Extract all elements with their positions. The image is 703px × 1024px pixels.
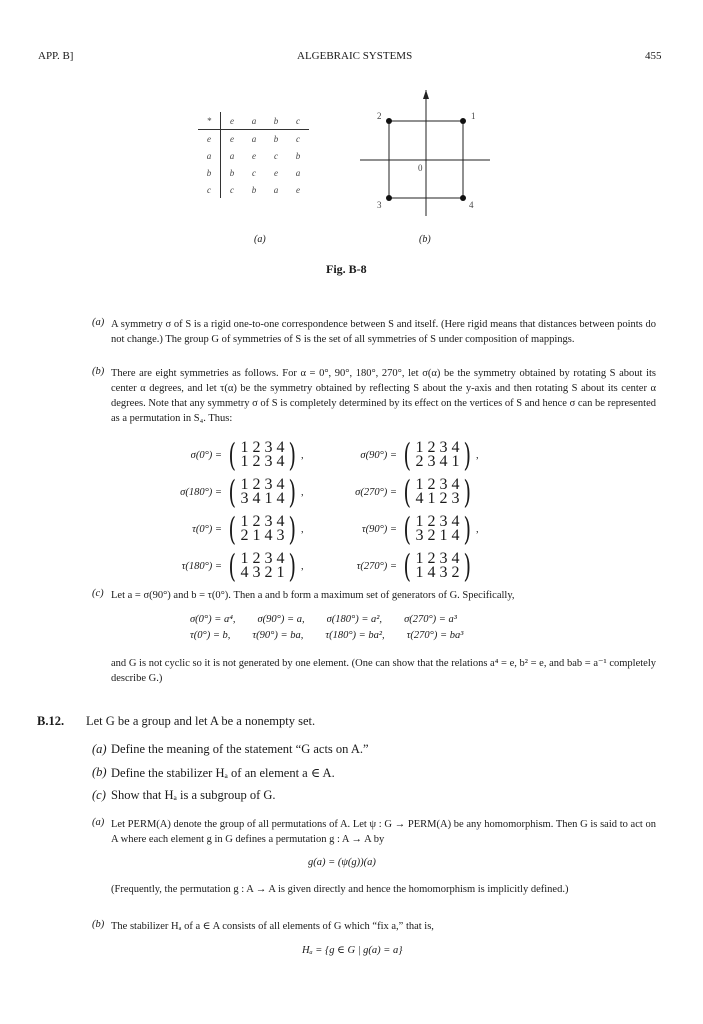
problem-item-text: Show that Hₐ is a subgroup of G. [111,788,276,802]
table-row-head: b [206,167,212,178]
matrix-entry: 4 [276,453,285,470]
generator-eq: σ(180°) = a², [326,614,383,625]
generator-row-2 [190,630,463,641]
matrix-entry: 2 [252,476,261,493]
table-cell: a [273,184,279,195]
part-c-text: Let a = σ(90°) and b = τ(0°). Then a and b form a maximum set of generators of G. Specifically, [111,590,515,601]
generator-eq: τ(90°) = ba, [252,630,304,641]
permutation [160,475,304,509]
permutation-row [160,438,560,472]
table-cell: b [295,150,301,161]
matrix-entry: 4 [276,476,285,493]
problem-item-label: (c) [92,788,106,802]
matrix-entry: 2 [427,439,436,456]
table-cell: b [265,130,287,148]
matrix-entry: 2 [439,490,448,507]
matrix-entry: 2 [252,550,261,567]
left-paren: ( [403,547,411,585]
permutation [335,549,476,583]
left-paren: ( [403,510,411,548]
right-paren: ) [288,547,297,585]
matrix-entry: 4 [276,513,285,530]
matrix-entry: 4 [276,550,285,567]
permutation-matrix [238,515,286,543]
generator-eq: σ(0°) = a⁴, [190,614,236,625]
matrix-entry: 3 [439,513,448,530]
matrix-entry: 3 [264,513,273,530]
table-row-head: c [207,184,211,195]
solution-b-label: (b) [92,919,105,930]
table-col-head: a [251,115,257,126]
permutation-matrix [413,552,461,580]
matrix-entry: 1 [451,453,460,470]
label-center: 0 [418,163,423,173]
matrix-entry: 1 [240,513,249,530]
right-paren: ) [288,436,297,474]
matrix-entry: 3 [415,527,424,544]
matrix-entry: 3 [252,564,261,581]
matrix-entry: 4 [264,527,273,544]
matrix-entry: 1 [264,490,273,507]
matrix-entry: 4 [240,564,249,581]
vertex-2 [386,118,392,124]
permutation [160,512,304,546]
separator: , [300,449,304,461]
permutation [160,549,304,583]
problem-item-label: (b) [92,765,107,779]
table-cell: a [243,130,265,148]
table-cell: a [295,167,301,178]
separator: , [475,523,479,535]
matrix-entry: 2 [427,550,436,567]
figure-sublabel-b: (b) [419,234,431,245]
matrix-entry: 1 [427,490,436,507]
running-header-left: APP. B] [38,50,74,62]
solution-b-text: The stabilizer Hₐ of a ∈ A consists of all elements of G which “fix a,” that is, [111,921,434,932]
matrix-entry: 3 [240,490,249,507]
cayley-table [198,112,309,198]
table-cell: c [274,150,278,161]
matrix-entry: 3 [451,490,460,507]
table-row-head: a [206,150,212,161]
matrix-entry: 4 [451,476,460,493]
left-paren: ( [228,473,236,511]
generator-eq: σ(90°) = a, [257,614,305,625]
table-cell: a [221,147,244,164]
matrix-entry: 1 [415,476,424,493]
figure-sublabel-a: (a) [254,234,266,245]
problem-item-text: Define the stabilizer Hₐ of an element a ∈ A. [111,766,335,780]
part-a-text: A symmetry σ of S is a rigid one-to-one correspondence between S and itself. (Here rigid means that distances between points do not change.) The group G of symmetries of S is the set of all symmetries of S under composition of mappings. [111,319,656,345]
matrix-entry: 1 [439,527,448,544]
part-b-text: There are eight symmetries as follows. For α = 0°, 90°, 180°, 270°, let σ(α) be the symmetry obtained by rotating S about its center α degrees, and let τ(α) be the symmetry obtained by reflecting S about the y-axis and then rotating S about its center α degrees. Note that any symmetry σ of S is completely determined by its effect on the vertices of S and hence σ can be represented as a permutation in S₄. Thus: [111,368,656,424]
permutation [335,438,479,472]
part-a-label: (a) [92,317,105,328]
matrix-entry: 2 [252,513,261,530]
right-paren: ) [288,473,297,511]
generator-eq: τ(180°) = ba², [325,630,385,641]
problem-number: B.12. [37,714,65,728]
matrix-entry: 4 [276,439,285,456]
matrix-entry: 1 [240,550,249,567]
separator: , [300,486,304,498]
table-corner: * [206,115,212,126]
solution-a-note: (Frequently, the permutation g : A → A is given directly and hence the homomorphism is implicitly defined.) [111,884,569,895]
matrix-entry: 4 [252,490,261,507]
matrix-entry: 3 [264,550,273,567]
permutation-name: σ(0°) = [190,449,222,461]
generator-eq: τ(0°) = b, [190,630,231,641]
separator: , [475,449,479,461]
matrix-entry: 1 [240,476,249,493]
matrix-entry: 3 [264,439,273,456]
matrix-entry: 1 [240,439,249,456]
permutation-name: τ(90°) = [361,523,397,535]
table-col-head: e [221,112,244,130]
matrix-entry: 2 [427,527,436,544]
permutation-name: τ(0°) = [192,523,222,535]
right-paren: ) [288,510,297,548]
matrix-entry: 4 [451,439,460,456]
part-b-label: (b) [92,366,105,377]
table-cell: b [251,184,257,195]
matrix-entry: 2 [240,527,249,544]
solution-b-equation: Hₐ = {g ∈ G | g(a) = a} [302,945,403,956]
problem-item-text: Define the meaning of the statement “G acts on A.” [111,742,369,756]
matrix-entry: 2 [451,564,460,581]
permutation-name: σ(180°) = [180,486,222,498]
page-number: 455 [645,50,662,62]
left-paren: ( [228,436,236,474]
label-vertex-4: 4 [469,200,474,210]
generator-eq: τ(270°) = ba³ [406,630,464,641]
left-paren: ( [403,473,411,511]
solution-a-equation: g(a) = (ψ(g))(a) [308,857,376,868]
label-vertex-1: 1 [471,111,476,121]
right-paren: ) [463,473,472,511]
square-diagram [355,88,495,218]
separator: , [300,560,304,572]
matrix-entry: 4 [415,490,424,507]
table-cell: e [296,184,300,195]
table-col-head: b [273,115,279,126]
matrix-entry: 3 [439,476,448,493]
permutation-row [160,475,560,509]
matrix-entry: 2 [427,513,436,530]
table-col-head: c [296,115,300,126]
label-vertex-2: 2 [377,111,382,121]
permutation-matrix [238,552,286,580]
matrix-entry: 4 [276,490,285,507]
matrix-entry: 1 [276,564,285,581]
matrix-entry: 3 [439,550,448,567]
table-cell: c [221,181,244,198]
matrix-entry: 3 [276,527,285,544]
matrix-entry: 4 [427,564,436,581]
matrix-entry: 4 [451,513,460,530]
matrix-entry: 1 [415,439,424,456]
matrix-entry: 1 [415,550,424,567]
label-vertex-3: 3 [377,200,382,210]
permutation [335,512,479,546]
vertex-3 [386,195,392,201]
permutation-name: τ(270°) = [356,560,397,572]
vertex-1 [460,118,466,124]
permutation-matrix [238,441,286,469]
matrix-entry: 1 [415,513,424,530]
table-cell: b [221,164,244,181]
matrix-entry: 4 [451,527,460,544]
permutation-matrix [413,478,461,506]
generator-row-1 [190,614,457,625]
table-row-head: e [198,130,221,148]
permutation-row [160,512,560,546]
matrix-entry: 1 [240,453,249,470]
right-paren: ) [463,436,472,474]
part-c-conclusion: and G is not cyclic so it is not generated by one element. (One can show that the relations a⁴ = e, b² = e, and bab = a⁻¹ completely describe G.) [111,658,656,684]
matrix-entry: 3 [264,476,273,493]
matrix-entry: 3 [264,453,273,470]
permutation-matrix [413,441,461,469]
problem-item-label: (a) [92,742,107,756]
table-cell: c [287,130,309,148]
left-paren: ( [228,510,236,548]
solution-a-label: (a) [92,817,105,828]
table-cell: e [221,130,244,148]
permutation-row [160,549,560,583]
matrix-entry: 2 [427,476,436,493]
table-cell: e [274,167,278,178]
left-paren: ( [403,436,411,474]
matrix-entry: 2 [264,564,273,581]
matrix-entry: 3 [439,439,448,456]
figure-caption: Fig. B-8 [326,262,367,276]
separator: , [300,523,304,535]
permutation-matrix [413,515,461,543]
matrix-entry: 1 [415,564,424,581]
permutation-name: τ(180°) = [181,560,222,572]
generator-eq: σ(270°) = a³ [404,614,457,625]
right-paren: ) [463,547,472,585]
matrix-entry: 2 [252,453,261,470]
matrix-entry: 4 [439,453,448,470]
table-cell: e [252,150,256,161]
running-header-title: ALGEBRAIC SYSTEMS [297,50,413,62]
matrix-entry: 2 [252,439,261,456]
permutation [160,438,304,472]
table-cell: c [252,167,256,178]
right-paren: ) [463,510,472,548]
part-c-label: (c) [92,588,104,599]
permutation-matrix [238,478,286,506]
matrix-entry: 3 [427,453,436,470]
permutation-name: σ(270°) = [355,486,397,498]
left-paren: ( [228,547,236,585]
matrix-entry: 2 [415,453,424,470]
permutation [335,475,476,509]
matrix-entry: 1 [252,527,261,544]
matrix-entry: 3 [439,564,448,581]
solution-a-text: Let PERM(A) denote the group of all permutations of A. Let ψ : G → PERM(A) be any homomorphism. Then G is said to act on A where each element g in G defines a permutation g : A → A by [111,819,656,845]
matrix-entry: 4 [451,550,460,567]
permutation-name: σ(90°) = [360,449,397,461]
vertex-4 [460,195,466,201]
y-axis-arrow [423,90,429,99]
problem-statement: Let G be a group and let A be a nonempty set. [86,714,316,728]
